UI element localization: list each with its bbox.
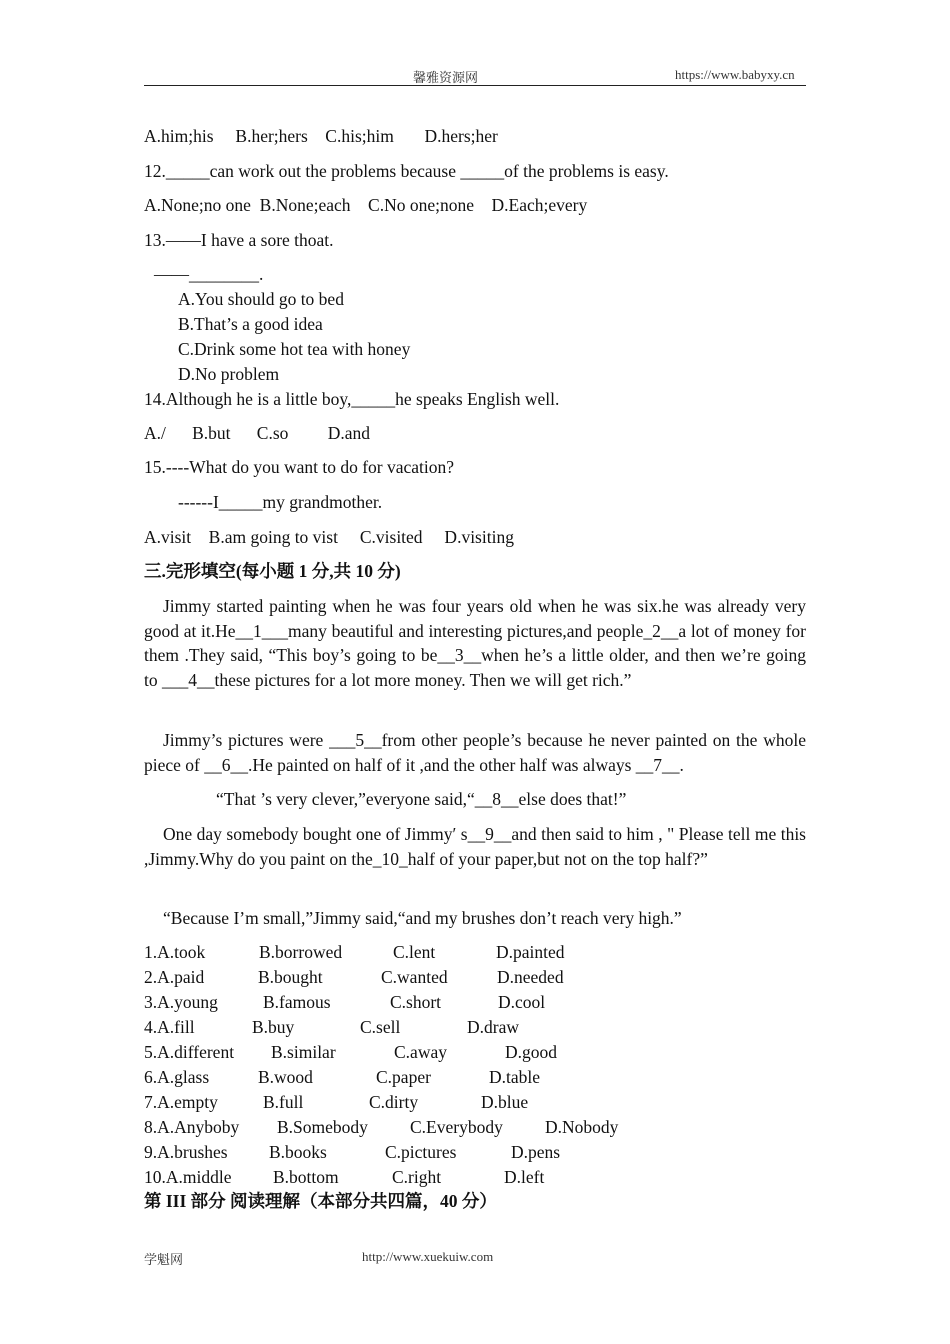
q13-stem: 13.——I have a sore thoat.	[144, 230, 334, 250]
cloze-option: 6.A.glass	[144, 1067, 210, 1087]
cloze-option: C.sell	[360, 1017, 401, 1037]
footer-url: http://www.xuekuiw.com	[362, 1249, 494, 1264]
cloze-paragraph-3: One day somebody bought one of Jimmy′ s__9__and then said to him , " Please tell me this ,Jimmy.Why do you paint on the_10_half of your paper,but not on the top half?”	[144, 824, 806, 869]
cloze-paragraph-2: Jimmy’s pictures were ___5__from other people’s because he never painted on the whole piece of __6__.He painted on half of it ,and the other half was always __7__.	[144, 730, 806, 775]
q13-option-c: C.Drink some hot tea with honey	[178, 339, 411, 359]
cloze-option: C.pictures	[385, 1142, 457, 1162]
cloze-option: 4.A.fill	[144, 1017, 195, 1037]
cloze-option: B.books	[269, 1142, 327, 1162]
cloze-option: C.lent	[393, 942, 436, 962]
header-rule	[144, 85, 806, 86]
q15-stem: 15.----What do you want to do for vacation?	[144, 457, 455, 477]
cloze-option: D.left	[504, 1167, 545, 1187]
q13-option-a: A.You should go to bed	[178, 289, 344, 309]
cloze-option: C.short	[390, 992, 442, 1012]
cloze-option: B.famous	[263, 992, 331, 1012]
cloze-option: B.borrowed	[259, 942, 343, 962]
cloze-option: D.Nobody	[545, 1117, 619, 1137]
q12-stem: 12._____can work out the problems because _____of the problems is easy.	[144, 161, 669, 181]
header-site-name: 馨雅资源网	[413, 70, 479, 85]
cloze-option: D.painted	[496, 942, 565, 962]
cloze-option: C.right	[392, 1167, 442, 1187]
cloze-option: D.cool	[498, 992, 546, 1012]
cloze-option: 1.A.took	[144, 942, 206, 962]
q14-options: A./ B.but C.so D.and	[144, 423, 371, 443]
q13-reply: ——________.	[154, 264, 264, 284]
q13-option-d: D.No problem	[178, 364, 280, 384]
section3-title: 三.完形填空(每小题 1 分,共 10 分)	[144, 561, 401, 581]
cloze-option: B.bought	[258, 967, 323, 987]
header-url: https://www.babyxy.cn	[675, 67, 795, 82]
cloze-option: B.Somebody	[277, 1117, 368, 1137]
q15-options: A.visit B.am going to vist C.visited D.visiting	[144, 527, 514, 547]
cloze-option: 5.A.different	[144, 1042, 235, 1062]
cloze-option: C.wanted	[381, 967, 448, 987]
cloze-option: 7.A.empty	[144, 1092, 218, 1112]
cloze-option: C.paper	[376, 1067, 431, 1087]
cloze-option: C.away	[394, 1042, 447, 1062]
cloze-option: B.full	[263, 1092, 304, 1112]
cloze-option: 9.A.brushes	[144, 1142, 228, 1162]
cloze-option: C.dirty	[369, 1092, 419, 1112]
q13-option-b: B.That’s a good idea	[178, 314, 323, 334]
cloze-option: 2.A.paid	[144, 967, 205, 987]
cloze-option: D.pens	[511, 1142, 561, 1162]
cloze-paragraph-1: Jimmy started painting when he was four years old when he was six.he was already very good at it.He__1___many beautiful and interesting pictures,and people_2__a lot of money for them .They said, “This boy’s going to be__3__when he’s a little older, and then we’re going to ___4__these pictures for a lot more money. Then we will get rich.”	[144, 596, 806, 691]
cloze-option: C.Everybody	[410, 1117, 503, 1137]
cloze-option: 3.A.young	[144, 992, 218, 1012]
cloze-option: B.similar	[271, 1042, 336, 1062]
cloze-option: 10.A.middle	[144, 1167, 232, 1187]
q15-reply: ------I_____my grandmother.	[178, 492, 383, 512]
cloze-option: B.buy	[252, 1017, 295, 1037]
cloze-option: 8.A.Anyboby	[144, 1117, 240, 1137]
footer-site-name: 学魁网	[144, 1252, 184, 1267]
part3-title: 第 III 部分 阅读理解（本部分共四篇，40 分）	[144, 1191, 497, 1211]
cloze-quote-line: “That ’s very clever,”everyone said,“__8__else does that!”	[216, 789, 627, 809]
cloze-paragraph-4: “Because I’m small,”Jimmy said,“and my brushes don’t reach very high.”	[163, 908, 682, 928]
cloze-option: D.draw	[467, 1017, 519, 1037]
q11-options: A.him;his B.her;hers C.his;him D.hers;her	[144, 126, 498, 146]
q12-options: A.None;no one B.None;each C.No one;none D.Each;every	[144, 195, 588, 215]
q14-stem: 14.Although he is a little boy,_____he speaks English well.	[144, 389, 560, 409]
cloze-option: B.wood	[258, 1067, 313, 1087]
cloze-option: B.bottom	[273, 1167, 339, 1187]
cloze-option: D.blue	[481, 1092, 529, 1112]
cloze-option: D.needed	[497, 967, 564, 987]
cloze-option: D.good	[505, 1042, 558, 1062]
cloze-option: D.table	[489, 1067, 541, 1087]
